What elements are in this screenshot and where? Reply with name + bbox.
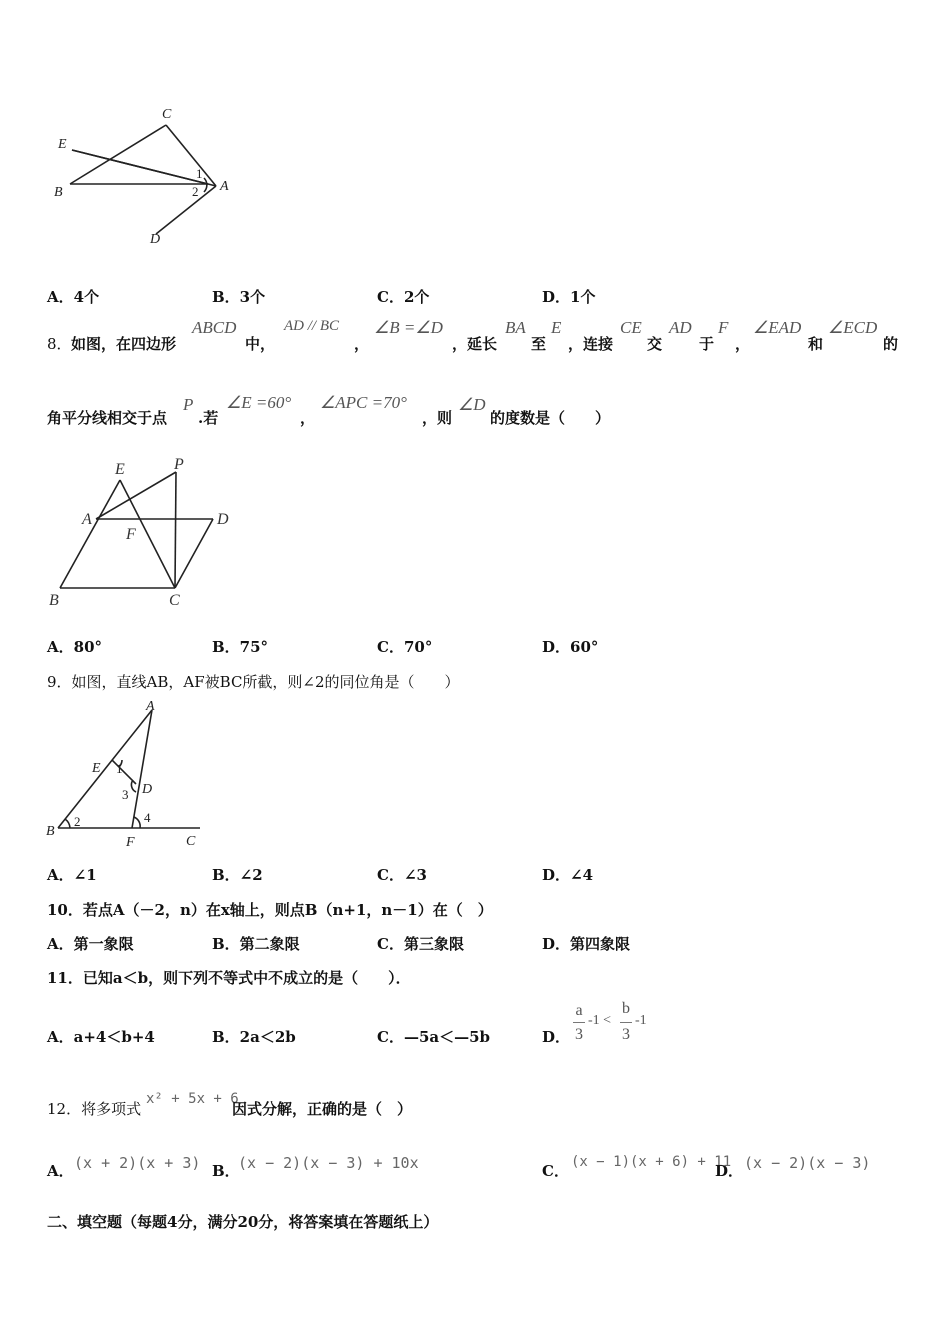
q8-math-angle-eq: ∠B =∠D — [374, 318, 443, 337]
label-angle-1: 1 — [116, 761, 123, 776]
q10-option-a[interactable]: A．第一象限 — [47, 935, 134, 953]
label-c: C — [186, 834, 196, 849]
label-a: A — [220, 179, 229, 194]
q8-text: 如图，在四边形 — [71, 335, 177, 353]
q7-option-b[interactable]: B．3个 — [212, 288, 266, 306]
q8-math-f: F — [718, 318, 729, 337]
q11-option-d[interactable]: D． — [542, 1028, 571, 1046]
q8-text: 至 — [531, 335, 547, 353]
q12-option-b[interactable]: B． — [212, 1162, 240, 1180]
q12-option-d[interactable]: D． — [715, 1162, 744, 1180]
q8-text: 的 — [883, 335, 899, 353]
fraction-bar — [620, 1022, 632, 1023]
label-a: A — [82, 511, 92, 528]
q7-option-d[interactable]: D．1个 — [542, 288, 596, 306]
q8-option-d[interactable]: D．60° — [542, 638, 599, 656]
fraction-bar — [573, 1022, 585, 1023]
q12-stem-end: 因式分解，正确的是（ ） — [232, 1100, 413, 1118]
q8-math-parallel: AD // BC — [284, 318, 339, 334]
q10-stem: 10．若点A（－2，n）在x轴上，则点B（n+1，n－1）在（ ） — [47, 901, 493, 919]
q8-text: ， — [735, 335, 751, 353]
label-d: D — [142, 782, 153, 797]
label-angle-4: 4 — [144, 810, 151, 825]
q8-option-a[interactable]: A．80° — [47, 638, 103, 656]
label-b: B — [46, 824, 55, 839]
q8-text: 和 — [808, 335, 824, 353]
q9-option-c[interactable]: C．∠3 — [377, 866, 427, 884]
label-d: D — [217, 511, 229, 528]
q9-figure — [40, 698, 210, 853]
q8-text: 中， — [245, 335, 276, 353]
q8-text: ， — [300, 409, 316, 427]
q8-text: 交 — [647, 335, 663, 353]
q8-figure — [40, 452, 250, 612]
q7-option-a[interactable]: A．4个 — [47, 288, 100, 306]
label-d: D — [150, 232, 161, 247]
q8-text: ， — [354, 335, 370, 353]
q12-option-b-expr: (x − 2)(x − 3) + 10x — [238, 1154, 419, 1172]
q8-math-ce: CE — [620, 318, 642, 337]
q8-math-abcd: ABCD — [192, 318, 237, 337]
q12-stem-start: 12．将多项式 — [47, 1100, 142, 1118]
q12-option-c[interactable]: C． — [542, 1162, 569, 1180]
fraction-denominator: 3 — [575, 1026, 583, 1043]
q8-math-apc70: ∠APC =70° — [320, 393, 407, 412]
fraction-numerator: b — [622, 1000, 630, 1017]
q8-text: .若 — [198, 409, 219, 427]
section-2-title: 二、填空题（每题4分，满分20分，将答案填在答题纸上） — [47, 1213, 439, 1231]
q8-math-e60: ∠E =60° — [226, 393, 292, 412]
q8-option-c[interactable]: C．70° — [377, 638, 433, 656]
q9-option-d[interactable]: D．∠4 — [542, 866, 594, 884]
label-angle-2: 2 — [192, 184, 199, 199]
q8-number: 8． — [47, 335, 72, 353]
label-f: F — [126, 835, 135, 850]
expr-tail: -1 — [635, 1013, 647, 1028]
fraction-denominator: 3 — [622, 1026, 630, 1043]
q8-math-ba: BA — [505, 318, 526, 337]
q12-option-d-expr: (x − 2)(x − 3) — [744, 1154, 871, 1172]
q8-math-ecd: ∠ECD — [828, 318, 878, 337]
label-p: P — [174, 456, 184, 473]
label-e: E — [115, 461, 125, 478]
label-angle-2: 2 — [74, 814, 81, 829]
q8-text: ，延长 — [452, 335, 498, 353]
label-angle-1: 1 — [196, 166, 203, 181]
q8-text: 的度数是（ ） — [490, 409, 611, 427]
q8-text: ，则 — [422, 409, 453, 427]
q8-option-b[interactable]: B．75° — [212, 638, 269, 656]
q8-math-e: E — [551, 318, 562, 337]
label-c: C — [169, 592, 180, 609]
q8-math-d: ∠D — [458, 395, 486, 414]
q11-option-a[interactable]: A．a+4＜b+4 — [47, 1028, 155, 1046]
q9-option-a[interactable]: A．∠1 — [47, 866, 97, 884]
q7-figure — [40, 100, 250, 250]
q7-option-c[interactable]: C．2个 — [377, 288, 430, 306]
q8-math-ead: ∠EAD — [753, 318, 802, 337]
q9-stem: 9．如图，直线AB，AF被BC所截，则∠2的同位角是（ ） — [47, 673, 460, 691]
q11-option-c[interactable]: C．—5a＜—5b — [377, 1028, 491, 1046]
q11-stem: 11．已知a＜b，则下列不等式中不成立的是（ ）． — [47, 969, 411, 987]
label-angle-3: 3 — [122, 787, 129, 802]
q8-math-p: P — [183, 395, 194, 414]
q9-option-b[interactable]: B．∠2 — [212, 866, 263, 884]
q12-option-a-expr: (x + 2)(x + 3) — [74, 1154, 201, 1172]
label-a: A — [146, 699, 155, 714]
expr-middle: -1 < — [588, 1013, 612, 1028]
q10-option-b[interactable]: B．第二象限 — [212, 935, 300, 953]
label-b: B — [54, 185, 63, 200]
q12-option-c-expr: (x − 1)(x + 6) + 11 — [571, 1154, 732, 1170]
q12-option-a[interactable]: A． — [47, 1162, 74, 1180]
q8-text: 于 — [699, 335, 715, 353]
q12-polynomial: x² + 5x + 6 — [146, 1091, 239, 1107]
label-e: E — [92, 761, 101, 776]
q10-option-d[interactable]: D．第四象限 — [542, 935, 631, 953]
label-f: F — [126, 526, 136, 543]
fraction-numerator: a — [575, 1002, 583, 1019]
label-b: B — [49, 592, 59, 609]
q8-text: ，连接 — [568, 335, 614, 353]
label-c: C — [162, 107, 172, 122]
q10-option-c[interactable]: C．第三象限 — [377, 935, 464, 953]
q8-math-ad: AD — [669, 318, 692, 337]
label-e: E — [58, 137, 67, 152]
q11-option-b[interactable]: B．2a＜2b — [212, 1028, 296, 1046]
q8-text: 角平分线相交于点 — [47, 409, 168, 427]
